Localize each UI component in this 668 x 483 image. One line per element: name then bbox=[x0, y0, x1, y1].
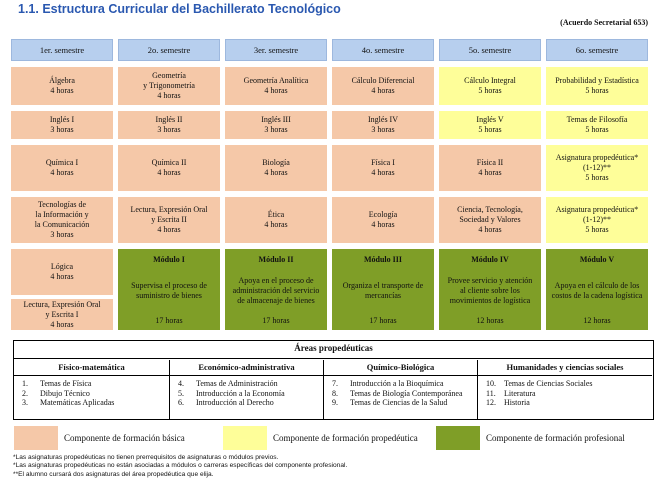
item-label: Temas de Administración bbox=[196, 379, 278, 388]
semester-header-5: 5o. semestre bbox=[439, 39, 541, 61]
module-hours: 12 horas bbox=[583, 316, 611, 325]
item-number: 1. bbox=[22, 379, 28, 388]
subject-cell: Inglés IV 3 horas bbox=[332, 111, 434, 139]
item-number: 6. bbox=[178, 398, 184, 407]
area-column bbox=[323, 360, 477, 419]
area-heading: Humanidades y ciencias sociales bbox=[478, 360, 652, 376]
subject-cell: Inglés V 5 horas bbox=[439, 111, 541, 139]
subject-cell: Geometría Analítica 4 horas bbox=[225, 67, 327, 105]
subject-cell: Biología 4 horas bbox=[225, 145, 327, 191]
list-item bbox=[178, 379, 323, 389]
list-item bbox=[486, 379, 652, 389]
area-subject-list bbox=[324, 376, 477, 408]
item-label: Temas de Ciencias de la Salud bbox=[350, 398, 448, 407]
module-description: Apoya en el proceso de administración del servicio de almacenaje de bienes bbox=[232, 275, 320, 305]
area-heading: Químico-Biológica bbox=[324, 360, 477, 376]
item-number: 11. bbox=[486, 388, 496, 398]
subject-cell: Inglés II 3 horas bbox=[118, 111, 220, 139]
legend-item bbox=[14, 426, 185, 450]
module-cell bbox=[118, 249, 220, 330]
areas-divider bbox=[14, 358, 653, 359]
footnotes bbox=[13, 454, 347, 479]
module-hours: 17 horas bbox=[262, 316, 290, 325]
module-description: Provee servicio y atención al cliente sobre los movimientos de logística bbox=[447, 275, 533, 305]
legend-label: Componente de formación propedéutica bbox=[273, 433, 418, 443]
item-number: 3. bbox=[22, 398, 28, 407]
module-hours: 17 horas bbox=[369, 316, 397, 325]
area-subject-list bbox=[14, 376, 169, 408]
legend-label: Componente de formación básica bbox=[64, 433, 185, 443]
item-label: Introducción al Derecho bbox=[196, 398, 274, 407]
area-column bbox=[14, 360, 169, 419]
list-item bbox=[178, 389, 323, 399]
item-number: 5. bbox=[178, 388, 184, 398]
module-hours: 12 horas bbox=[476, 316, 504, 325]
area-heading: Económico-administrativa bbox=[170, 360, 323, 376]
item-number: 7. bbox=[332, 379, 338, 388]
module-hours: 17 horas bbox=[155, 316, 183, 325]
legend-swatch bbox=[14, 426, 58, 450]
item-label: Introducción a la Economía bbox=[196, 388, 285, 398]
semester-header-3: 3er. semestre bbox=[225, 39, 327, 61]
subject-cell: Temas de Filosofía 5 horas bbox=[546, 111, 648, 139]
module-name: Módulo III bbox=[363, 255, 402, 264]
module-cell bbox=[439, 249, 541, 330]
subject-cell: Ecología 4 horas bbox=[332, 197, 434, 243]
item-label: Temas de Ciencias Sociales bbox=[504, 379, 593, 388]
module-cell bbox=[225, 249, 327, 330]
acuerdo-label: (Acuerdo Secretarial 653) bbox=[560, 18, 648, 27]
subject-cell: Química I 4 horas bbox=[11, 145, 113, 191]
item-number: 4. bbox=[178, 379, 184, 388]
subject-cell: Ética 4 horas bbox=[225, 197, 327, 243]
subject-cell: Ciencia, Tecnología, Sociedad y Valores 4 horas bbox=[439, 197, 541, 243]
item-label: Literatura bbox=[504, 388, 536, 398]
semester-header-2: 2o. semestre bbox=[118, 39, 220, 61]
item-number: 9. bbox=[332, 398, 338, 407]
legend-swatch bbox=[436, 426, 480, 450]
module-description: Apoya en el cálculo de los costos de la cadena logística bbox=[551, 280, 643, 300]
semester-header-6: 6o. semestre bbox=[546, 39, 648, 61]
subject-cell: Asignatura propedéutica* (1-12)** 5 horas bbox=[546, 145, 648, 191]
area-subject-list bbox=[478, 376, 652, 408]
module-description: Organiza el transporte de mercancías bbox=[342, 280, 424, 300]
subject-cell: Cálculo Integral 5 horas bbox=[439, 67, 541, 105]
item-label: Introducción a la Bioquímica bbox=[350, 379, 444, 388]
subject-cell: Inglés I 3 horas bbox=[11, 111, 113, 139]
legend-item bbox=[436, 426, 625, 450]
module-name: Módulo V bbox=[579, 255, 615, 264]
list-item bbox=[22, 398, 169, 408]
legend-swatch bbox=[223, 426, 267, 450]
legend-item bbox=[223, 426, 418, 450]
list-item bbox=[486, 389, 652, 399]
item-number: 8. bbox=[332, 388, 338, 398]
subject-cell: Lógica 4 horas bbox=[11, 249, 113, 295]
subject-cell: Tecnologías de la Información y la Comunicación 3 horas bbox=[11, 197, 113, 243]
list-item bbox=[332, 389, 477, 399]
area-column bbox=[169, 360, 323, 419]
module-name: Módulo II bbox=[258, 255, 294, 264]
footnote-3: **El alumno cursará dos asignaturas del área propedéutica que elija. bbox=[13, 470, 214, 478]
area-column bbox=[477, 360, 652, 419]
subject-cell: Álgebra 4 horas bbox=[11, 67, 113, 105]
areas-title: Áreas propedéuticas bbox=[294, 343, 373, 353]
module-description: Supervisa el proceso de suministro de bienes bbox=[131, 280, 207, 300]
module-cell bbox=[546, 249, 648, 330]
list-item bbox=[332, 398, 477, 408]
subject-cell: Asignatura propedéutica* (1-12)** 5 horas bbox=[546, 197, 648, 243]
subject-cell: Inglés III 3 horas bbox=[225, 111, 327, 139]
list-item bbox=[332, 379, 477, 389]
subject-cell: Cálculo Diferencial 4 horas bbox=[332, 67, 434, 105]
area-subject-list bbox=[170, 376, 323, 408]
item-label: Dibujo Técnico bbox=[40, 388, 90, 398]
subject-cell: Lectura, Expresión Oral y Escrita II 4 horas bbox=[118, 197, 220, 243]
item-label: Matemáticas Aplicadas bbox=[40, 398, 115, 407]
subject-cell: Geometría y Trigonometría 4 horas bbox=[118, 67, 220, 105]
subject-cell: Probabilidad y Estadística 5 horas bbox=[546, 67, 648, 105]
module-name: Módulo I bbox=[153, 255, 185, 264]
item-number: 12. bbox=[486, 398, 496, 407]
area-heading: Físico-matemática bbox=[14, 360, 169, 376]
list-item bbox=[178, 398, 323, 408]
page-title: 1.1. Estructura Curricular del Bachillerato Tecnológico bbox=[18, 2, 341, 16]
module-name: Módulo IV bbox=[471, 255, 509, 264]
item-label: Historia bbox=[504, 398, 530, 407]
list-item bbox=[22, 389, 169, 399]
list-item bbox=[22, 379, 169, 389]
subject-cell: Física I 4 horas bbox=[332, 145, 434, 191]
item-number: 10. bbox=[486, 379, 496, 388]
item-label: Temas de Física bbox=[40, 379, 92, 388]
semester-header-1: 1er. semestre bbox=[11, 39, 113, 61]
item-number: 2. bbox=[22, 388, 28, 398]
subject-cell: Lectura, Expresión Oral y Escrita I 4 horas bbox=[11, 299, 113, 330]
semester-header-4: 4o. semestre bbox=[332, 39, 434, 61]
item-label: Temas de Biología Contemporánea bbox=[350, 388, 463, 398]
list-item bbox=[486, 398, 652, 408]
areas-propedeuticas-table bbox=[13, 340, 654, 420]
footnote-2: *Las asignaturas propedéuticas no están asociadas a módulos o carreras específicas del componente profesional. bbox=[13, 462, 348, 470]
module-cell bbox=[332, 249, 434, 330]
subject-cell: Química II 4 horas bbox=[118, 145, 220, 191]
legend-label: Componente de formación profesional bbox=[486, 433, 625, 443]
footnote-1: *Las asignaturas propedéuticas no tienen prerrequisitos de asignaturas o módulos previos. bbox=[13, 454, 279, 461]
subject-cell: Física II 4 horas bbox=[439, 145, 541, 191]
